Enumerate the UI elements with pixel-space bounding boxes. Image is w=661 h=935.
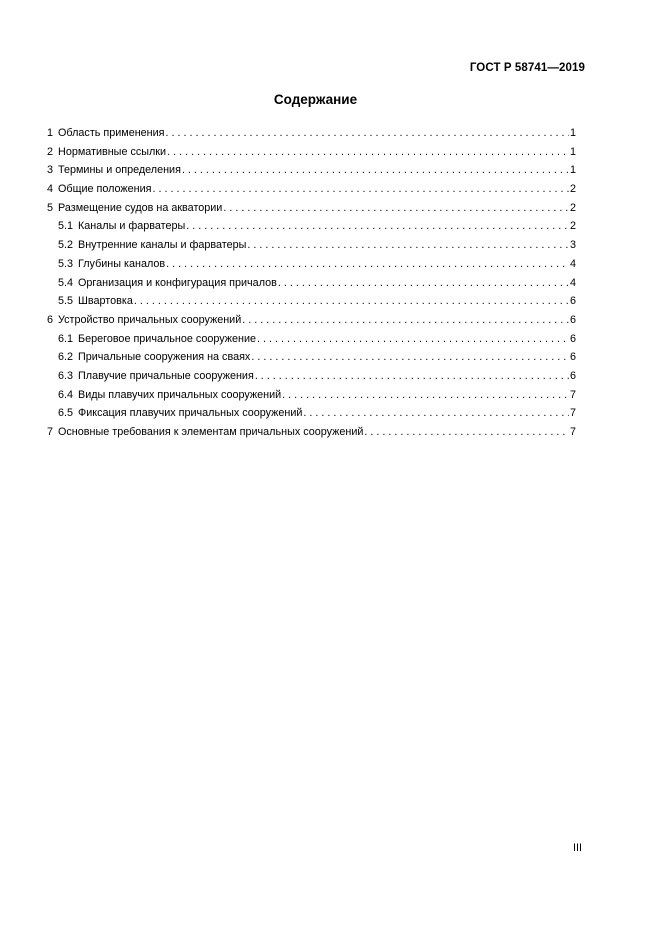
toc-entry[interactable] bbox=[47, 143, 576, 162]
toc-entry-title: Глубины каналов bbox=[78, 257, 166, 270]
toc-entry-page: 2 bbox=[569, 201, 576, 214]
toc-entry-title: Организация и конфигурация причалов bbox=[78, 276, 277, 289]
toc-entry[interactable] bbox=[47, 199, 576, 218]
toc-entry-number: 6.3 bbox=[58, 369, 74, 382]
toc-entry-number: 6.5 bbox=[58, 407, 74, 420]
toc-entry-number: 3 bbox=[47, 164, 54, 177]
toc-entry-page: 1 bbox=[569, 127, 576, 139]
toc-entry-number: 6.1 bbox=[58, 332, 74, 345]
toc-entry-page: 6 bbox=[569, 369, 576, 382]
toc-dot-leader bbox=[242, 311, 569, 330]
toc-entry-title: Плавучие причальные сооружения bbox=[78, 369, 254, 382]
toc-entry[interactable] bbox=[47, 404, 576, 423]
toc-dot-leader bbox=[251, 348, 569, 367]
toc-entry-title: Виды плавучих причальных сооружений bbox=[78, 388, 282, 401]
toc-entry-title: Основные требования к элементам причальных сооружений bbox=[58, 426, 364, 438]
toc-entry-number: 5.4 bbox=[58, 276, 74, 289]
toc-entry-page: 4 bbox=[569, 257, 576, 270]
toc-entry-number: 1 bbox=[47, 127, 54, 139]
toc-entry[interactable] bbox=[47, 236, 576, 255]
toc-entry-title: Внутренние каналы и фарватеры bbox=[78, 239, 247, 252]
toc-entry[interactable] bbox=[47, 348, 576, 367]
toc-entry-title: Причальные сооружения на сваях bbox=[78, 351, 251, 364]
toc-entry-page: 6 bbox=[569, 295, 576, 308]
toc-dot-leader bbox=[166, 124, 569, 143]
toc-entry-page: 2 bbox=[569, 183, 576, 196]
toc-dot-leader bbox=[182, 161, 569, 180]
toc-entry-title: Размещение судов на акватории bbox=[58, 201, 223, 214]
toc-dot-leader bbox=[167, 143, 569, 162]
toc-entry[interactable] bbox=[47, 180, 576, 199]
toc-entry[interactable] bbox=[47, 423, 576, 442]
toc-entry-title: Береговое причальное сооружение bbox=[78, 332, 257, 345]
toc-entry-page: 7 bbox=[569, 407, 576, 420]
toc-entry-title: Фиксация плавучих причальных сооружений bbox=[78, 407, 303, 420]
toc-entry-title: Каналы и фарватеры bbox=[78, 220, 186, 233]
toc-entry-number: 5.3 bbox=[58, 257, 74, 270]
toc-dot-leader bbox=[166, 255, 569, 274]
toc-entry[interactable] bbox=[47, 161, 576, 180]
toc-entry[interactable] bbox=[47, 292, 576, 311]
toc-entry-number: 4 bbox=[47, 183, 54, 196]
toc-entry-page: 6 bbox=[569, 332, 576, 345]
toc-dot-leader bbox=[257, 330, 569, 349]
toc-entry-page: 4 bbox=[569, 276, 576, 289]
toc-entry-number: 7 bbox=[47, 426, 54, 438]
toc-dot-leader bbox=[282, 386, 569, 405]
toc-entry-page: 6 bbox=[569, 313, 576, 326]
toc-dot-leader bbox=[223, 199, 569, 218]
toc-dot-leader bbox=[134, 292, 569, 311]
toc-entry-title: Общие положения bbox=[58, 183, 152, 196]
toc-entry-number: 2 bbox=[47, 145, 54, 158]
toc-entry-number: 5.2 bbox=[58, 239, 74, 252]
toc-entry[interactable] bbox=[47, 330, 576, 349]
toc-entry[interactable] bbox=[47, 367, 576, 386]
toc-entry-title: Область применения bbox=[58, 127, 165, 139]
toc-dot-leader bbox=[278, 274, 569, 293]
toc-entry-page: 7 bbox=[569, 388, 576, 401]
toc-dot-leader bbox=[186, 217, 569, 236]
toc-entry[interactable] bbox=[47, 255, 576, 274]
toc-dot-leader bbox=[247, 236, 569, 255]
toc-entry-title: Нормативные ссылки bbox=[58, 145, 167, 158]
toc-entry[interactable] bbox=[47, 217, 576, 236]
table-of-contents bbox=[47, 124, 576, 442]
toc-entry[interactable] bbox=[47, 274, 576, 293]
toc-dot-leader bbox=[364, 423, 569, 442]
toc-dot-leader bbox=[303, 404, 569, 423]
page-number: III bbox=[573, 842, 582, 854]
toc-entry-page: 1 bbox=[569, 145, 576, 158]
toc-entry-number: 6.4 bbox=[58, 388, 74, 401]
toc-entry-number: 5.5 bbox=[58, 295, 74, 308]
toc-entry-page: 3 bbox=[569, 239, 576, 252]
toc-entry-page: 2 bbox=[569, 220, 576, 233]
toc-entry-number: 6 bbox=[47, 313, 54, 326]
toc-entry[interactable] bbox=[47, 124, 576, 143]
toc-entry[interactable] bbox=[47, 311, 576, 330]
toc-entry-number: 6.2 bbox=[58, 351, 74, 364]
toc-entry-title: Швартовка bbox=[78, 295, 133, 308]
document-code: ГОСТ Р 58741—2019 bbox=[469, 62, 585, 74]
toc-entry-page: 6 bbox=[569, 351, 576, 364]
toc-dot-leader bbox=[153, 180, 569, 199]
toc-title: Содержание bbox=[273, 92, 358, 107]
toc-entry[interactable] bbox=[47, 386, 576, 405]
toc-dot-leader bbox=[255, 367, 569, 386]
toc-entry-title: Устройство причальных сооружений bbox=[58, 313, 242, 326]
toc-entry-number: 5 bbox=[47, 201, 54, 214]
toc-entry-page: 1 bbox=[569, 164, 576, 177]
toc-entry-title: Термины и определения bbox=[58, 164, 181, 177]
toc-entry-page: 7 bbox=[569, 426, 576, 438]
toc-entry-number: 5.1 bbox=[58, 220, 74, 233]
